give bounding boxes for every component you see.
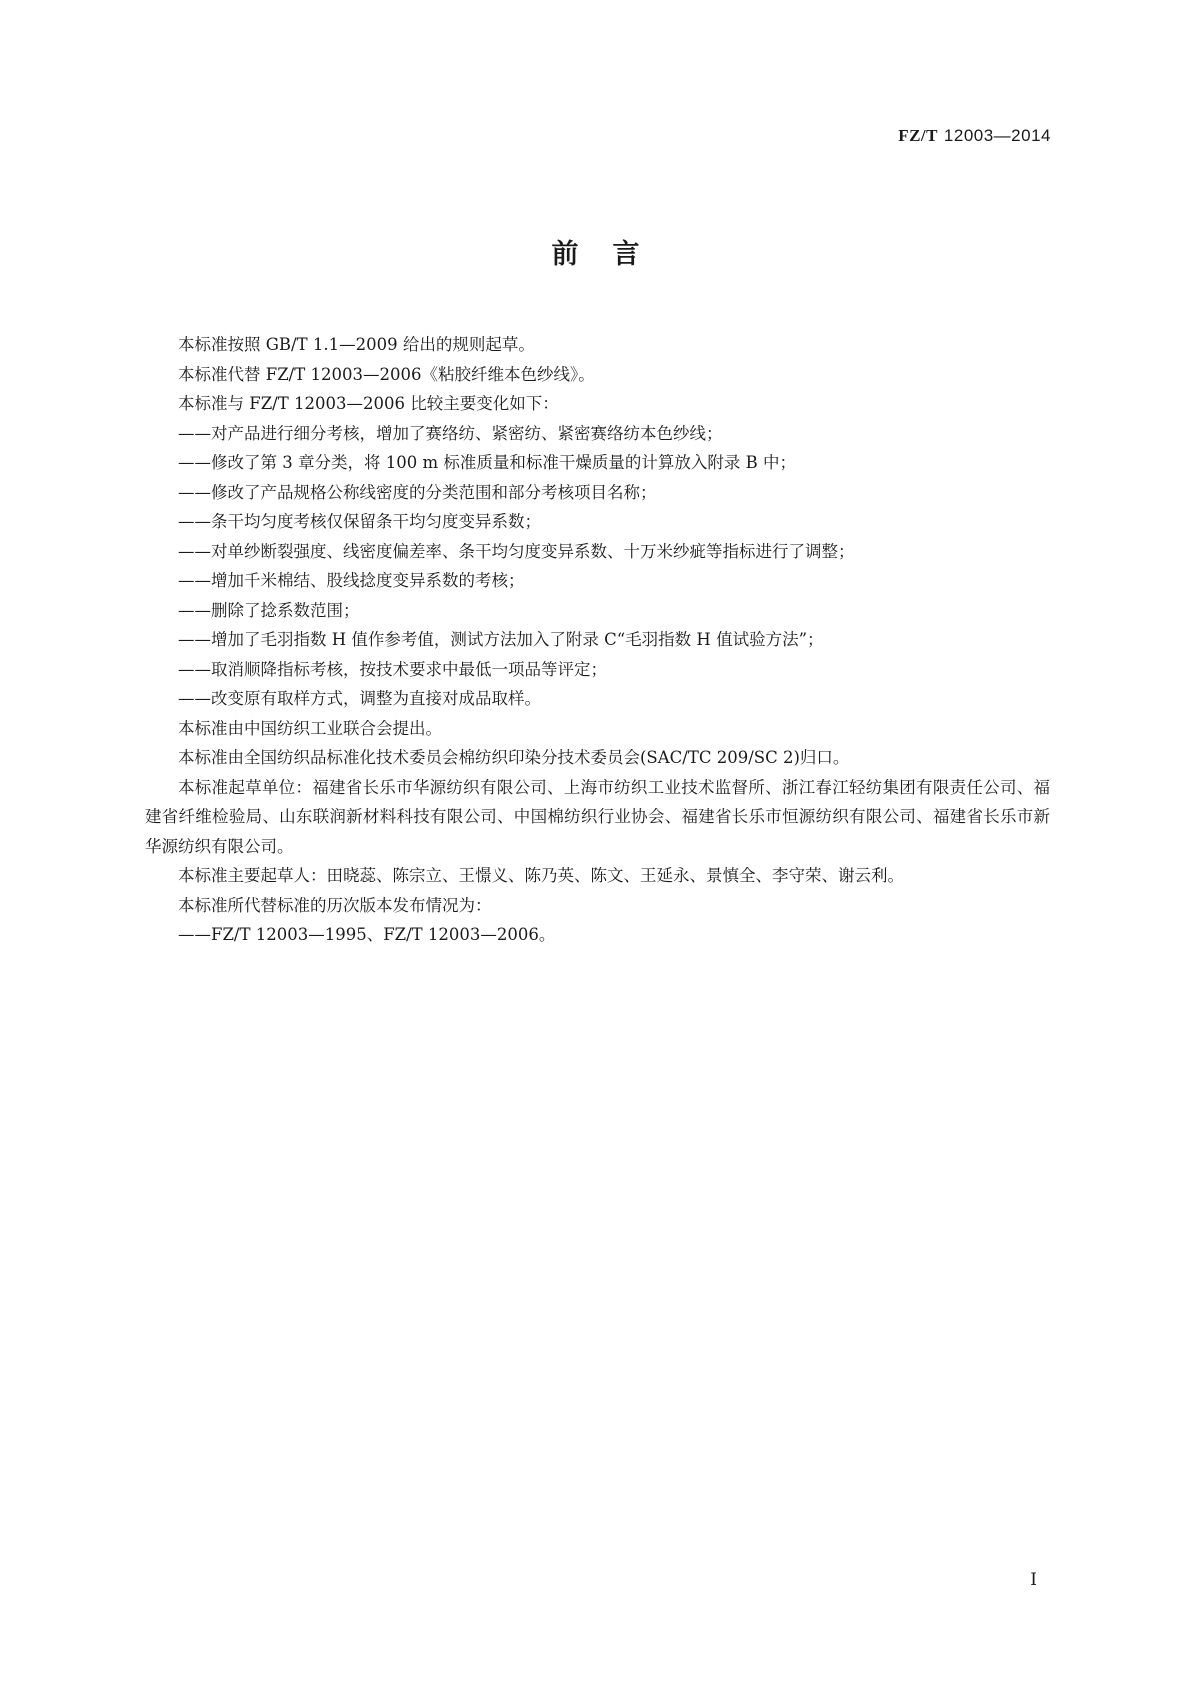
change-item: ——改变原有取样方式，调整为直接对成品取样。	[178, 689, 541, 708]
change-item: ——取消顺降指标考核，按技术要求中最低一项品等评定；	[178, 659, 607, 679]
drafting-units-paragraph: 本标准起草单位：福建省长乐市华源纺织有限公司、上海市纺织工业技术监督所、浙江春江轻纺集团有限责任公司、福建省纤维检验局、山东联润新材料科技有限公司、中国棉纺织行业协会、福建省长乐市恒源纺织有限公司、福建省长乐市新华源纺织有限公司。	[145, 777, 1050, 856]
paragraph: 本标准与 FZ/T 12003—2006 比较主要变化如下：	[178, 394, 559, 413]
standard-number: 12003—2014	[943, 126, 1051, 145]
change-item: ——对单纱断裂强度、线密度偏差率、条干均匀度变异系数、十万米纱疵等指标进行了调整；	[178, 541, 855, 561]
paragraph: 本标准由全国纺织品标准化技术委员会棉纺织印染分技术委员会(SAC/TC 209/SC 2)归口。	[178, 748, 850, 767]
change-item: ——修改了第 3 章分类，将 100 m 标准质量和标准干燥质量的计算放入附录 B 中；	[178, 453, 796, 472]
version-history-item: ——FZ/T 12003—1995、FZ/T 12003—2006。	[178, 925, 556, 944]
page-number: I	[1030, 1570, 1037, 1590]
drafters-paragraph: 本标准主要起草人：田晓蕊、陈宗立、王憬义、陈乃英、陈文、王延永、景慎全、李守荣、谢云利。	[178, 866, 904, 885]
paragraph: 本标准代替 FZ/T 12003—2006《粘胶纤维本色纱线》。	[178, 364, 595, 384]
change-item: ——增加千米棉结、股线捻度变异系数的考核；	[178, 571, 525, 590]
change-item: ——删除了捻系数范围；	[178, 600, 360, 620]
page-title: 前言	[551, 239, 674, 270]
standard-code: FZ/T	[898, 126, 938, 145]
change-item: ——对产品进行细分考核，增加了赛络纺、紧密纺、紧密赛络纺本色纱线；	[178, 423, 723, 443]
paragraph: 本标准由中国纺织工业联合会提出。	[178, 718, 442, 738]
paragraph: 本标准按照 GB/T 1.1—2009 给出的规则起草。	[178, 335, 535, 354]
change-item: ——条干均匀度考核仅保留条干均匀度变异系数；	[178, 512, 541, 531]
paragraph: 本标准所代替标准的历次版本发布情况为：	[178, 895, 492, 915]
change-item: ——增加了毛羽指数 H 值作参考值，测试方法加入了附录 C“毛羽指数 H 值试验方法”；	[178, 630, 824, 649]
document-code-header	[898, 126, 1051, 146]
change-item: ——修改了产品规格公称线密度的分类范围和部分考核项目名称；	[178, 482, 657, 502]
foreword-body	[145, 330, 1050, 950]
